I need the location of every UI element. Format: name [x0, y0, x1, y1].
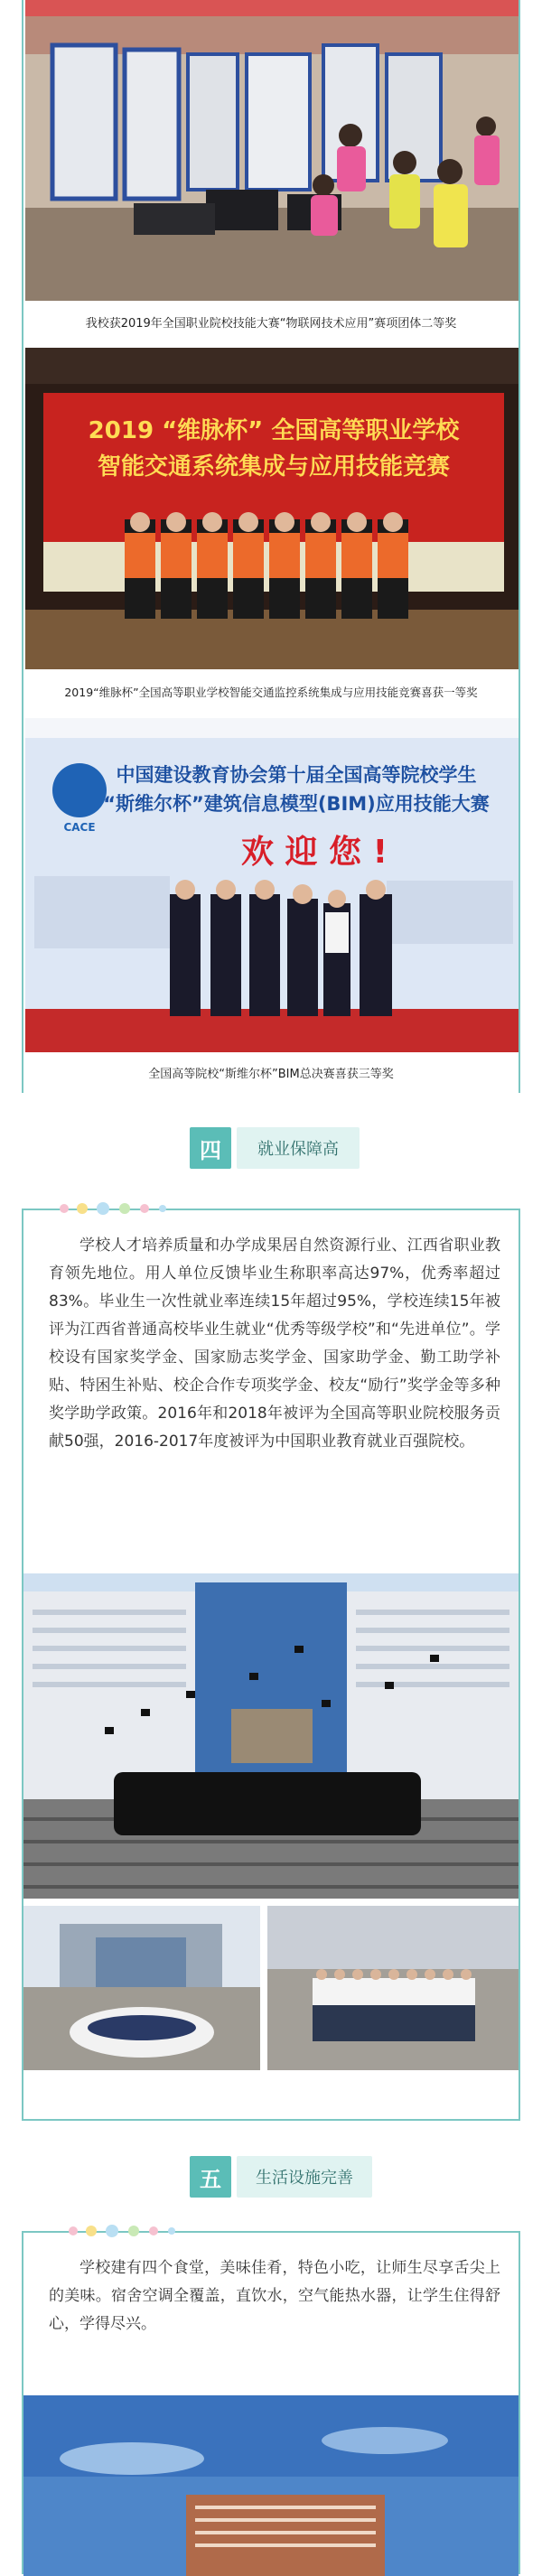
section4-badge: [190, 1122, 361, 1174]
section4-title: 就业保障高: [237, 1127, 360, 1169]
awards-frame: [22, 0, 520, 1093]
caption-traffic-award: 2019“维脉杯”全国高等职业学校智能交通监控系统集成与应用技能竞赛喜获一等奖: [64, 686, 478, 699]
employment-paragraph: 学校人才培养质量和办学成果居自然资源行业、江西省职业教育领先地位。用人单位反馈毕业生称职率高达97%，优秀率超过83%。毕业生一次性就业率连续15年超过95%，学校连续15年被评为江西省普通高校毕业生就业“优秀等级学校”和“先进单位”。学校设有国家奖学金、国家励志奖学金、国家助学金、勤工助学补贴、特困生补贴、校企合作专项奖学金、校友“励行”奖学金等多种奖学助学政策。2016年和2018年被评为全国高等职业院校服务贡献50强，2016-2017年度被评为中国职业教育就业百强院校。: [49, 1237, 500, 1451]
caption-iot-award: 我校获2019年全国职业院校技能大赛“物联网技术应用”赛项团体二等奖: [85, 317, 457, 331]
traffic-competition-photo: [25, 348, 519, 669]
group-photo-left: [23, 1906, 260, 2070]
decorative-dots-icon: [51, 1199, 231, 1218]
employment-card: [22, 1209, 520, 2121]
welcome-text: 欢 迎 您 !: [240, 834, 388, 871]
group-photo-right: [267, 1906, 519, 2070]
bim-banner-line1: 中国建设教育协会第十届全国高等院校学生: [116, 764, 477, 786]
section5-title: 生活设施完善: [237, 2156, 372, 2198]
traffic-banner-line1: 2019 “维脉杯” 全国高等职业学校: [88, 417, 460, 444]
caption-bim-award: 全国高等院校“斯维尔杯”BIM总决赛喜获三等奖: [148, 1068, 394, 1081]
cace-logo-text: CACE: [63, 821, 96, 834]
traffic-banner-line2: 智能交通系统集成与应用技能竞赛: [97, 453, 451, 481]
decorative-dots-icon: [60, 2222, 240, 2240]
facilities-card: [22, 2231, 520, 2574]
bim-competition-photo: [25, 718, 519, 1052]
campus-building-photo: [23, 2395, 519, 2576]
section4-number: 四: [190, 1127, 231, 1169]
facilities-paragraph: 学校建有四个食堂，美味佳肴，特色小吃，让师生尽享舌尖上的美味。宿舍空调全覆盖，直饮水，空气能热水器，让学生住得舒心，学得尽兴。: [49, 2259, 500, 2333]
bim-banner-line2: “斯维尔杯”建筑信息模型(BIM)应用技能大赛: [103, 793, 490, 815]
section5-number: 五: [190, 2156, 231, 2198]
section5-badge: [190, 2151, 370, 2203]
graduation-photo: [23, 1573, 519, 1899]
iot-competition-photo: [25, 0, 519, 301]
